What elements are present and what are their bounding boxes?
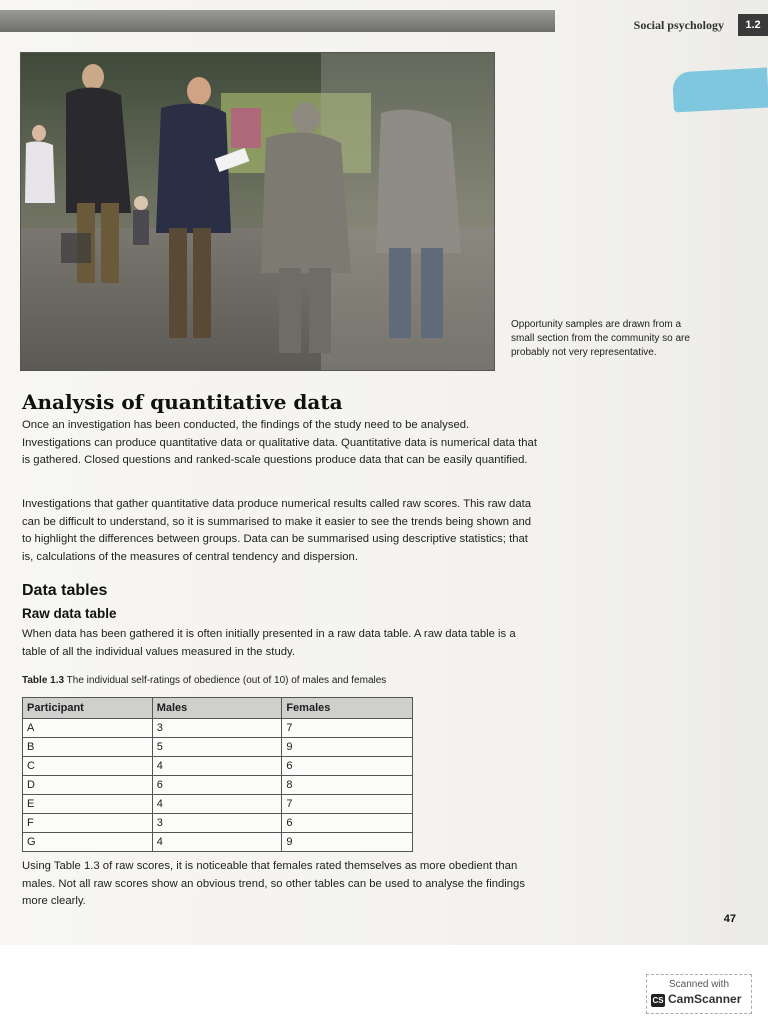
table-row xyxy=(23,776,413,795)
header-participant: Participant xyxy=(23,698,153,719)
street-crowd-photo xyxy=(20,52,495,371)
cell-participant: B xyxy=(23,738,153,757)
intro-paragraph: Once an investigation has been conducted, the findings of the study need to be analysed. Investigations can produce quantitative data or qualitative data. Quantitative data is numerical data that is gathered. Closed questions and ranked-scale questions produce data that can be easily quantified. xyxy=(22,419,537,466)
raw-scores-paragraph: Investigations that gather quantitative data produce numerical results called raw scores. This raw data can be difficult to understand, so it is summarised to make it easier to see the trends being shown and to highlight the differences between groups. Data can be summarised using descriptive statistics; that is, calculations of the measures of central tendency and dispersion. xyxy=(22,498,532,563)
cell-participant: C xyxy=(23,757,153,776)
section-number-badge: 1.2 xyxy=(738,14,768,36)
table-row xyxy=(23,719,413,738)
conclusion-paragraph: Using Table 1.3 of raw scores, it is noticeable that females rated themselves as more obedient than males. Not all raw scores show an obvious trend, so other tables can be used to analyse the findings more clearly. xyxy=(22,860,525,907)
table-row xyxy=(23,757,413,776)
cell-participant: G xyxy=(23,833,153,852)
table-row xyxy=(23,738,413,757)
table-row xyxy=(23,795,413,814)
table-header-row xyxy=(23,698,413,719)
bleed-through-text xyxy=(500,60,750,910)
raw-data-table-subheading: Raw data table xyxy=(22,606,117,621)
photo-caption: Opportunity samples are drawn from a small section from the community so are probably not very representative. xyxy=(511,319,690,358)
cell-males: 4 xyxy=(152,757,282,776)
camscanner-watermark xyxy=(646,974,752,1014)
table-row xyxy=(23,833,413,852)
table-caption xyxy=(22,675,386,686)
cell-participant: E xyxy=(23,795,153,814)
page-header xyxy=(555,12,768,38)
cell-participant: A xyxy=(23,719,153,738)
cell-males: 3 xyxy=(152,814,282,833)
cell-males: 3 xyxy=(152,719,282,738)
cell-males: 5 xyxy=(152,738,282,757)
camscanner-logo-icon: CS xyxy=(652,996,664,1005)
table-caption-label: Table 1.3 xyxy=(22,675,65,686)
cell-males: 4 xyxy=(152,795,282,814)
section-heading: Analysis of quantitative data xyxy=(22,390,343,414)
cell-females: 7 xyxy=(282,795,413,814)
chapter-title: Social psychology xyxy=(633,18,724,32)
watermark-scanned-with: Scanned with xyxy=(668,979,730,990)
cell-females: 9 xyxy=(282,833,413,852)
data-tables-heading: Data tables xyxy=(22,582,108,599)
cell-males: 6 xyxy=(152,776,282,795)
cell-participant: F xyxy=(23,814,153,833)
cell-participant: D xyxy=(23,776,153,795)
page-number: 47 xyxy=(723,913,736,925)
cell-females: 9 xyxy=(282,738,413,757)
cell-females: 7 xyxy=(282,719,413,738)
obedience-table xyxy=(22,697,413,852)
cell-females: 6 xyxy=(282,814,413,833)
header-males: Males xyxy=(152,698,282,719)
top-scan-band xyxy=(0,10,555,32)
table-row xyxy=(23,814,413,833)
watermark-brand-name: CamScanner xyxy=(668,992,742,1006)
cell-males: 4 xyxy=(152,833,282,852)
cell-females: 6 xyxy=(282,757,413,776)
raw-data-table-paragraph: When data has been gathered it is often initially presented in a raw data table. A raw data table is a table of all the individual values measured in the study. xyxy=(22,628,516,658)
table-caption-text: The individual self-ratings of obedience (out of 10) of males and females xyxy=(66,675,387,686)
header-females: Females xyxy=(282,698,413,719)
cell-females: 8 xyxy=(282,776,413,795)
